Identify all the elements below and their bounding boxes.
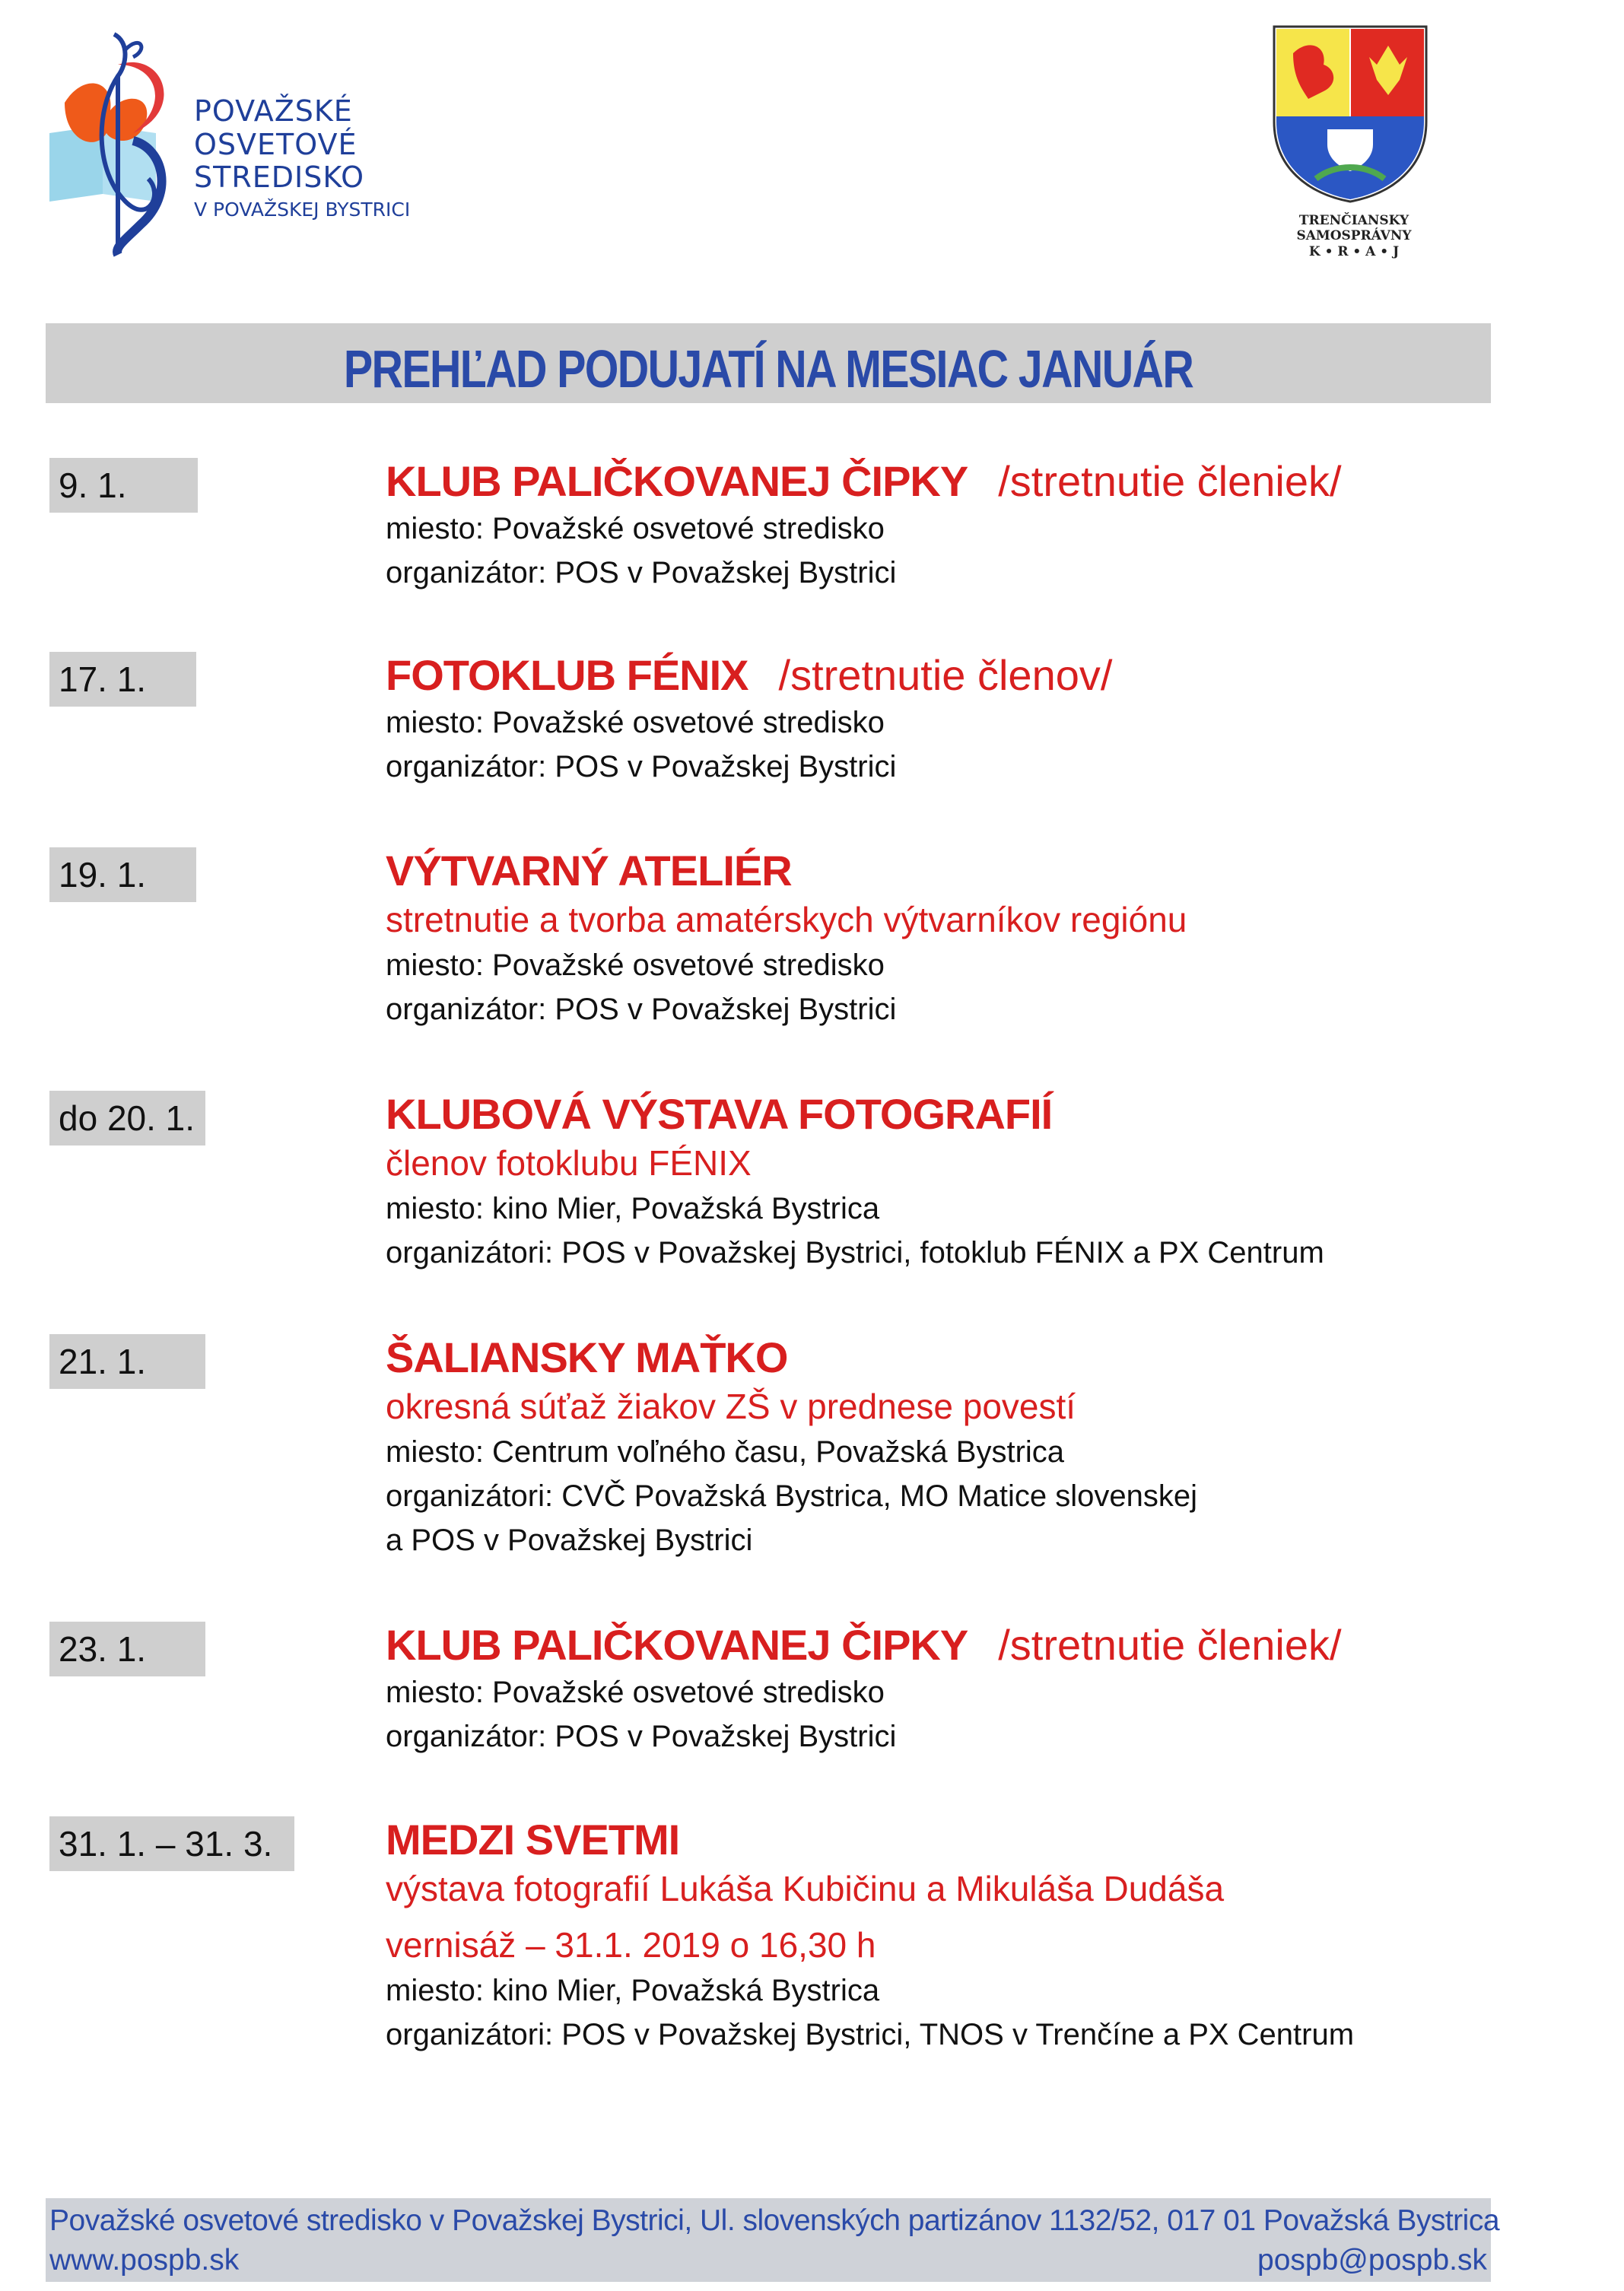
- event-title: [386, 650, 1112, 701]
- event-date: 17. 1.: [49, 652, 196, 707]
- footer-address: Považské osvetové stredisko v Považskej Bystrici, Ul. slovenských partizánov 1132/52, 017 01 Považská Bystrica: [49, 2204, 1500, 2237]
- pos-logo: [42, 19, 422, 270]
- tsk-logo: [1270, 23, 1445, 274]
- coa-text-line3: K • R • A • J: [1308, 243, 1400, 259]
- coat-of-arms-icon: [1270, 23, 1430, 205]
- event-subtitle: stretnutie a tvorba amatérskych výtvarníkov regiónu: [386, 900, 1187, 939]
- event-title: MEDZI SVETMI: [386, 1816, 680, 1864]
- footer-website-link[interactable]: www.pospb.sk: [49, 2244, 240, 2277]
- coa-text-line1: TRENČIANSKY: [1298, 213, 1409, 228]
- event-place: miesto: Považské osvetové stredisko: [386, 948, 885, 982]
- event-subtitle: členov fotoklubu FÉNIX: [386, 1143, 752, 1183]
- event-title: ŠALIANSKY MAŤKO: [386, 1333, 788, 1381]
- event-place: miesto: kino Mier, Považská Bystrica: [386, 1192, 880, 1225]
- event-title: KLUBOVÁ VÝSTAVA FOTOGRAFIÍ: [386, 1090, 1053, 1138]
- event-organizer: organizátor: POS v Považskej Bystrici: [386, 993, 897, 1026]
- event-title-text: FOTOKLUB FÉNIX: [386, 651, 748, 699]
- event-organizer: organizátori: POS v Považskej Bystrici, TNOS v Trenčíne a PX Centrum: [386, 2018, 1355, 2051]
- event-subtitle: okresná súťaž žiakov ZŠ v prednese povestí: [386, 1387, 1076, 1426]
- coa-text-line2: SAMOSPRÁVNY: [1296, 228, 1412, 244]
- page-title: PREHĽAD PODUJATÍ NA MESIAC JANUÁR: [343, 339, 1193, 399]
- logo-text-line3: STREDISKO: [194, 160, 365, 195]
- event-title: [386, 456, 1342, 507]
- logo-text-line4: V POVAŽSKEJ BYSTRICI: [194, 199, 411, 221]
- event-note: /stretnutie členiek/: [998, 457, 1342, 505]
- footer-email-link[interactable]: pospb@pospb.sk: [1257, 2244, 1487, 2277]
- footer: [46, 2198, 1500, 2282]
- event-note: /stretnutie členiek/: [998, 1621, 1342, 1669]
- event-place: miesto: Považské osvetové stredisko: [386, 512, 885, 545]
- event-organizer-cont: a POS v Považskej Bystrici: [386, 1524, 753, 1557]
- title-bar: [46, 323, 1491, 403]
- event-date: 21. 1.: [49, 1334, 205, 1389]
- event-title-text: KLUB PALIČKOVANEJ ČIPKY: [386, 1621, 968, 1669]
- event-note: /stretnutie členov/: [778, 651, 1113, 699]
- event-place: miesto: Považské osvetové stredisko: [386, 706, 885, 739]
- event-subtitle: výstava fotografií Lukáša Kubičinu a Mikuláša Dudáša: [386, 1869, 1225, 1908]
- event-title: VÝTVARNÝ ATELIÉR: [386, 847, 792, 894]
- event-date: 23. 1.: [49, 1622, 205, 1676]
- event-date: 9. 1.: [49, 458, 198, 513]
- event-organizer: organizátori: POS v Považskej Bystrici, fotoklub FÉNIX a PX Centrum: [386, 1236, 1324, 1269]
- event-title: [386, 1620, 1342, 1670]
- event-organizer: organizátor: POS v Považskej Bystrici: [386, 1720, 897, 1753]
- event-organizer: organizátor: POS v Považskej Bystrici: [386, 750, 897, 783]
- event-date: do 20. 1.: [49, 1091, 205, 1146]
- logo-text-line2: OSVETOVÉ: [194, 127, 358, 161]
- event-date: 19. 1.: [49, 847, 196, 902]
- logo-text-line1: POVAŽSKÉ: [194, 94, 353, 128]
- event-place: miesto: kino Mier, Považská Bystrica: [386, 1974, 880, 2007]
- event-organizer: organizátor: POS v Považskej Bystrici: [386, 556, 897, 589]
- event-title-text: KLUB PALIČKOVANEJ ČIPKY: [386, 457, 968, 505]
- event-place: miesto: Centrum voľného času, Považská Bystrica: [386, 1435, 1065, 1469]
- event-date: 31. 1. – 31. 3.: [49, 1816, 294, 1871]
- pos-logo-emblem-icon: [42, 19, 194, 270]
- event-place: miesto: Považské osvetové stredisko: [386, 1676, 885, 1709]
- event-organizer: organizátori: CVČ Považská Bystrica, MO Matice slovenskej: [386, 1479, 1198, 1513]
- event-vernissage: vernisáž – 31.1. 2019 o 16,30 h: [386, 1925, 876, 1965]
